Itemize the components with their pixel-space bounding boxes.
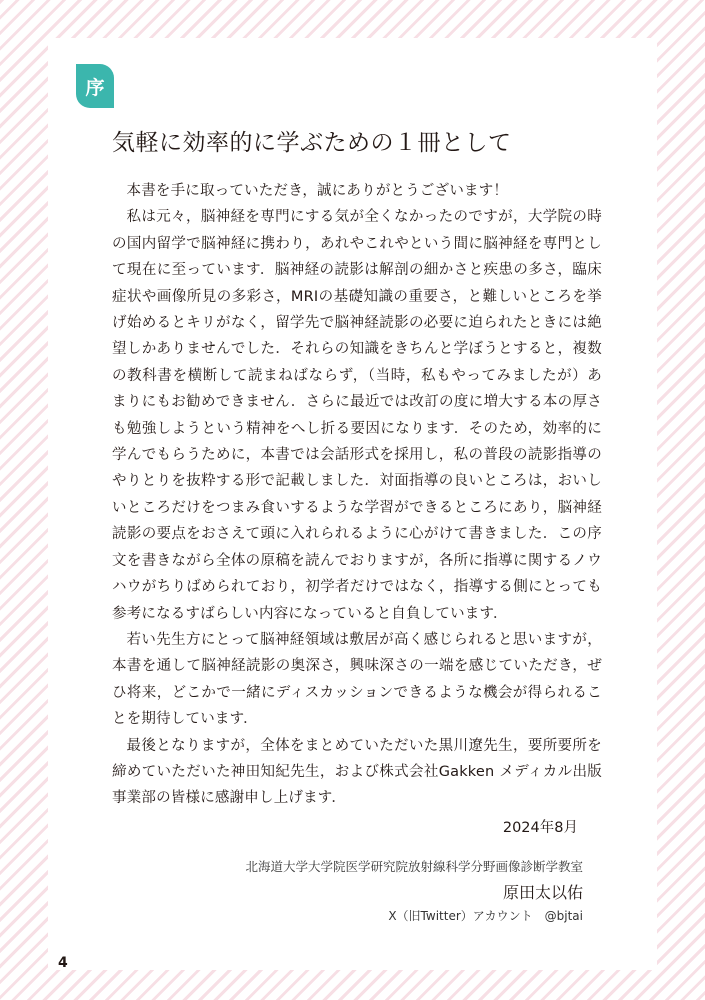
author-name: 原田太以佑 (502, 883, 583, 902)
page-number: 4 (58, 955, 68, 971)
paragraph: 本書を手に取っていただき，誠にありがとうございます！ (126, 183, 509, 199)
body-text (112, 178, 602, 812)
paragraph: 私は元々，脳神経を専門にする気が全くなかったのですが，大学院の時の国内留学で脳神経に携わり，あれやこれやという間に脳神経を専門として現在に至っています．脳神経の読影は解剖の細かさと疾患の多さ，臨床症状や画像所見の多彩さ，MRIの基礎知識の重要さ，と難しいところを挙げ始めるとキリがなく，留学先で脳神経読影の必要に迫られたときには絶望しかありませんでした．それらの知識をきちんと学ぼうとすると，複数の教科書を横断して読まねばならず，（当時，私もやってみましたが）あまりにもお勧めできません．さらに最近では改訂の度に増大する本の厚さも勉強しようという精神をへし折る要因になります．そのため，効率的に学んでもらうために，本書では会話形式を採用し，私の普段の読影指導のやりとりを抜粋する形で記載しました．対面指導の良いところは，おいしいところだけをつまみ食いするような学習ができるところにあり，脳神経読影の要点をおさえて頭に入れられるように心がけて書きました．この序文を書きながら全体の原稿を読んでおりますが，各所に指導に関するノウハウがちりばめられており，初学者だけではなく，指導する側にとっても参考になるすばらしい内容になっていると自負しています． (112, 209, 602, 622)
twitter-account: X（旧Twitter）アカウント @bjtai (388, 909, 583, 923)
section-label: 序 (85, 76, 105, 99)
section-tab (76, 64, 114, 108)
date: 2024年8月 (502, 820, 578, 836)
paragraph: 若い先生方にとって脳神経領域は敷居が高く感じられると思いますが，本書を通して脳神経読影の奥深さ，興味深さの一端を感じていただき，ぜひ将来，どこかで一緒にディスカッションできるような機会が得られることを期待しています． (112, 631, 602, 728)
affiliation: 北海道大学大学院医学研究院放射線科学分野画像診断学教室 (245, 859, 583, 874)
paragraph: 最後となりますが，全体をまとめていただいた黒川遼先生，要所要所を締めていただいた神田知紀先生，および株式会社Gakken メディカル出版事業部の皆様に感謝申し上げます． (112, 737, 602, 807)
page-title: 気軽に効率的に学ぶための１冊として (112, 130, 512, 156)
